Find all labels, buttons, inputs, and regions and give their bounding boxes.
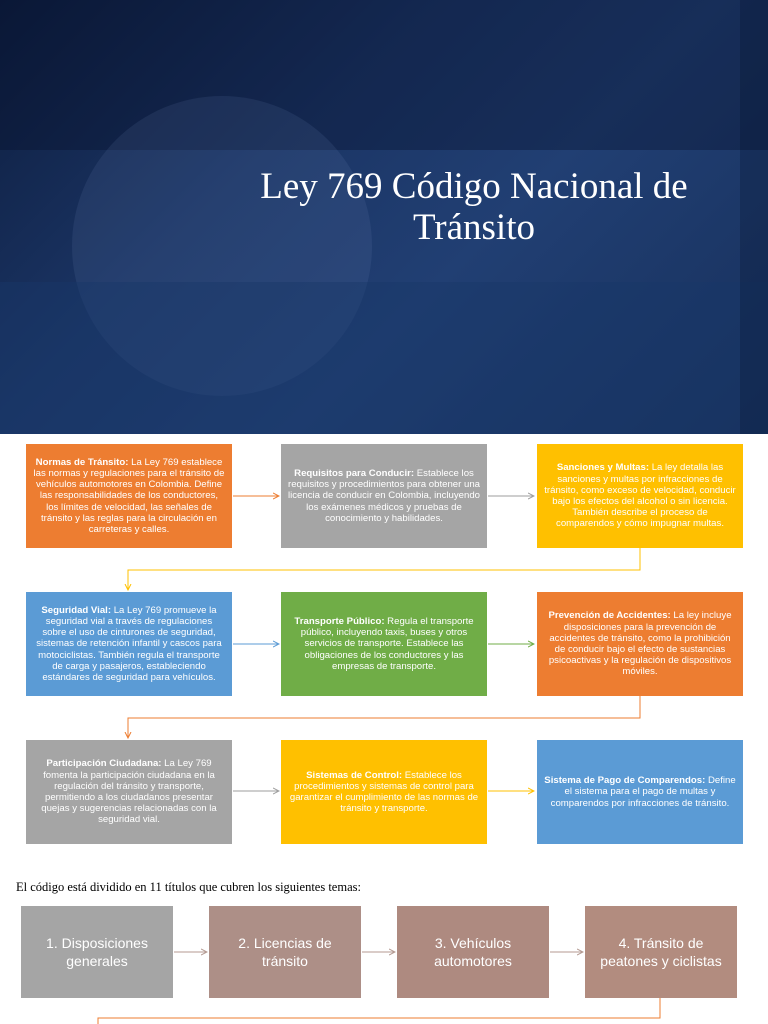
connector-3-4 <box>128 548 640 590</box>
box-sistema-pago-comparendos <box>537 740 743 844</box>
box-sistemas-control <box>281 740 487 844</box>
box-requisitos-conducir <box>281 444 487 548</box>
box-heading: Seguridad Vial: <box>41 604 112 616</box>
slide-right-band <box>740 0 768 434</box>
title-box-label: 4. Tránsito de peatones y ciclistas <box>600 935 722 969</box>
box-heading: Normas de Tránsito: <box>35 456 129 468</box>
box-heading: Sistemas de Control: <box>306 769 403 781</box>
title-slide <box>0 0 768 434</box>
box-text: Define el sistema para el pago de multas y comparendos por infracciones de tránsito. <box>550 775 736 809</box>
box-seguridad-vial <box>26 592 232 696</box>
slide-top-band <box>0 0 768 150</box>
box-sanciones-multas <box>537 444 743 548</box>
box-prevencion-accidentes <box>537 592 743 696</box>
title-box-label: 1. Disposiciones generales <box>46 935 148 969</box>
box-text: Establece los requisitos y procedimientos para obtener una licencia de conducir en Colombia, incluyendo los exámenes médicos y pruebas de conocimiento y habilidades. <box>288 467 480 524</box>
box-heading: Transporte Público: <box>294 615 385 627</box>
box-transporte-publico <box>281 592 487 696</box>
title-box-licencias-transito <box>209 906 361 998</box>
title-box-disposiciones-generales <box>21 906 173 998</box>
title-box-vehiculos-automotores <box>397 906 549 998</box>
box-text: La Ley 769 fomenta la participación ciudadana en la regulación del tránsito y transporte, permitiendo a los ciudadanos presentar quejas y sugerencias relacionadas con la seguridad vial. <box>41 758 217 826</box>
box-heading: Requisitos para Conducir: <box>294 467 415 479</box>
box-heading: Prevención de Accidentes: <box>548 610 671 622</box>
slide-middle-band <box>0 282 768 434</box>
box-text: La ley incluye disposiciones para la prevención de accidentes de tránsito, como la prohibición de conducir bajo el efecto de sustancias psicoactivas y la regulación de dispositivos móviles. <box>548 610 732 678</box>
box-heading: Participación Ciudadana: <box>46 758 162 770</box>
box-text: La Ley 769 establece las normas y regulaciones para el tránsito de vehículos automotores en Colombia. Define las responsabilidades de los conductores, los límites de velocidad, las señales de tránsito y las reglas para la circulación en carreteras y calles. <box>33 456 225 535</box>
title-box-transito-peatones-ciclistas <box>585 906 737 998</box>
title-box-label: 2. Licencias de tránsito <box>238 935 332 969</box>
slide-title: Ley 769 Código Nacional de Tránsito <box>260 166 688 248</box>
box-text: Regula el transporte público, incluyendo taxis, buses y otros servicios de transporte. Establece las obligaciones de los conductores y las empresas de transporte. <box>300 615 474 672</box>
box-heading: Sanciones y Multas: <box>556 462 650 474</box>
connector-6-7 <box>128 696 640 738</box>
connector-t4-next <box>98 998 660 1024</box>
box-heading: Sistema de Pago de Comparendos: <box>544 775 706 787</box>
title-box-label: 3. Vehículos automotores <box>434 935 512 969</box>
box-text: La ley detalla las sanciones y multas por infracciones de tránsito, como exceso de velocidad, conducir bajo los efectos del alcohol o sin licencia. También describe el proceso de comparendos y cómo impugnar multas. <box>544 462 736 530</box>
box-participacion-ciudadana <box>26 740 232 844</box>
intro-text: El código está dividido en 11 títulos que cubren los siguientes temas: <box>16 880 361 894</box>
box-text: Establece los procedimientos y sistemas de control para garantizar el cumplimiento de las normas de tránsito y transporte. <box>289 769 479 815</box>
box-text: La Ley 769 promueve la seguridad vial a través de regulaciones sobre el uso de cinturones de seguridad, sistemas de retención infantil y cascos para motociclistas. También regula el transporte de carga y pasajeros, estableciendo estándares de seguridad para vehículos. <box>36 604 222 683</box>
box-normas-transito <box>26 444 232 548</box>
